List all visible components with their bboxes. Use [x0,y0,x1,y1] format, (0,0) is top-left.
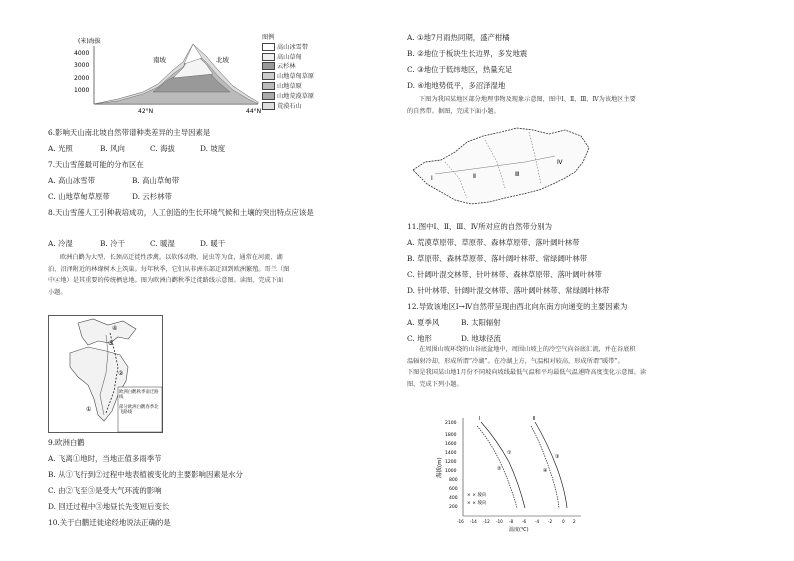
fig3-ylabel: 海拔(m) [437,457,443,478]
stork-passage-line: 小题。 [48,288,67,296]
q10-option-b[interactable]: B. ②地位于板块生长边界，多发地震 [407,49,528,58]
map-legend-spring: 部分欧洲白鹳春季北飞路线 [119,404,159,416]
q12-option-b[interactable]: B. 太阳辐射 [461,318,501,327]
stork-passage-line: 欧洲白鹳为大型、长颈高迁徙性涉禽。以软体动物、昆虫等为食，通常在河流、湖 [60,254,283,261]
fig3-legend-2: × × 坡向 [467,501,487,506]
legend-item-spruce: 云杉林 [262,62,342,72]
question-11: 11.图中Ⅰ、Ⅱ、Ⅲ、Ⅳ所对应的自然带分别为 [407,222,553,231]
q8-option-a[interactable]: A. 冷湿 [48,239,73,248]
legend-item-snow: 高山冰雪带 [262,43,342,53]
q12-option-a[interactable]: A. 夏季风 [407,318,440,327]
q7-option-b[interactable]: B. 高山草甸带 [132,176,180,185]
q7-option-c[interactable]: C. 山地草甸草原带 [48,192,110,201]
region-zone-map [405,122,595,214]
fig3-mark-1: ① [507,450,512,456]
fig1-x-label-42: 42°N [138,108,154,114]
region-outline [413,128,589,204]
fig3-ytick: 400 [449,496,458,501]
stork-passage-line: 泊、沼泽附近的林缘树木上筑巢。每年秋季，它们从非洲东部迁回到欧洲繁殖。哥兰（图 [48,265,290,273]
fig1-ytick: 3000 [74,62,90,69]
fig1-ytick: 4000 [74,50,90,57]
q9-option-b[interactable]: B. 从①飞行到②过程中地表植被变化的主要影响因素是水分 [48,470,243,479]
q11-option-c[interactable]: C. 针阔叶混交林带、针叶林带、森林草原带、落叶阔叶林带 [407,270,602,279]
fig3-curve-3 [535,422,567,508]
q11-option-a[interactable]: A. 荒漠草原带、草原带、森林草原带、落叶阔叶林带 [407,238,580,247]
cold-lake-passage-line: 在周围山坡环绕的山谷底盆地中，周围山坡上的冷空气向谷底汇流，并在谷底积 [419,346,636,353]
q10-option-d[interactable]: D. ④地地势低平，多沼泽湿地 [407,81,506,90]
fig1-legend [262,34,342,111]
fig3-curve-4 [531,426,559,508]
q8-option-c[interactable]: C. 暖湿 [150,239,175,248]
fig1-ylabel: (米)海拔 [78,38,101,45]
region-passage-line: 下图为我国某地区部分地理事物及现象示意图，图中Ⅰ、Ⅱ、Ⅲ、Ⅳ为该地区主要 [419,96,636,103]
legend-item-desert-rock: 荒漠石山 [262,102,342,112]
fig3-xlabel: 温度(℃) [509,527,529,533]
q6-option-c[interactable]: C. 海拔 [150,144,175,153]
q6-option-b[interactable]: B. 风向 [100,144,125,153]
question-9: 9.欧洲白鹳 [48,438,85,447]
fig1-ytick: 2000 [74,75,90,82]
fig3-mark-3: ③ [555,454,560,460]
cold-lake-passage-line: 图，完成下列小题。 [407,380,463,388]
fig3-xtick: -12 [483,519,490,524]
fig3-xtick: 0 [562,519,565,524]
fig3-ytick: 1000 [445,469,457,474]
zone-label-2: Ⅱ [473,173,476,180]
q11-option-d[interactable]: D. 针叶林带、针阔叶混交林带、落叶阔叶林带、常绿阔叶林带 [407,286,610,295]
fig3-xtick: -8 [509,519,514,524]
fig3-xtick: -6 [522,519,527,524]
fig3-xtick: -14 [470,519,477,524]
q8-option-b[interactable]: B. 冷干 [100,239,125,248]
fig3-xtick: -16 [457,519,464,524]
fig1-legend-title: 图例 [262,34,275,41]
q9-option-d[interactable]: D. 回迁过程中③地昼长先变短后变长 [48,502,170,511]
fig3-ytick: 200 [449,505,458,510]
q12-option-d[interactable]: D. 地球径流 [461,334,501,343]
legend-item-desert-steppe: 山地荒漠草原 [262,92,342,102]
fig1-x-label-44: 44°N [246,108,262,114]
fig3-ytick: 1200 [445,460,457,465]
stork-passage [48,252,353,298]
map-label-2: ② [118,370,124,377]
fig1-north-slope-label: 北坡 [216,56,229,64]
question-8: 8.天山雪莲人工引种栽培成功，人工创造的生长环境气候和土壤的突出特点应该是 [48,208,314,217]
q8-option-d[interactable]: D. 暖干 [200,239,226,248]
fig3-xtick: -10 [496,519,503,524]
temperature-altitude-figure [435,412,585,534]
q11-option-b[interactable]: B. 草原带、森林草原带、落叶阔叶林带、常绿阔叶林带 [407,254,588,263]
fig1-ytick: 1000 [74,87,90,94]
fig3-ytick: 600 [449,487,458,492]
fig3-xtick: -4 [535,519,540,524]
map-label-1: ① [86,406,92,413]
q6-option-d[interactable]: D. 坡度 [200,144,226,153]
q6-option-a[interactable]: A. 光照 [48,144,73,153]
q7-option-d[interactable]: D. 云杉林带 [132,192,172,201]
q12-option-c[interactable]: C. 地形 [407,334,432,343]
q9-option-c[interactable]: C. 由②飞至③是受大气环流的影响 [48,486,162,495]
fig3-ytick: 1800 [445,433,457,438]
fig3-curve-1 [481,422,525,508]
fig3-mark-2: ② [497,466,502,472]
legend-item-steppe: 山地草原 [262,82,342,92]
region-passage-line: 的自然带。据图，完成下面小题。 [407,107,500,115]
fig3-curve-label-1: Ⅰ [479,416,481,422]
right-column [397,0,794,561]
fig3-legend-1: × × 坡向 [467,493,487,498]
fig3-ytick: 800 [449,478,458,483]
question-12: 12.导致该地区Ⅰ→Ⅳ自然带呈现由西北向东南方向递变的主要因素为 [407,302,628,311]
fig3-ytick: 1400 [445,451,457,456]
question-7: 7.天山雪莲最可能的分布区在 [48,160,144,169]
fig3-curve-label-2: Ⅱ [533,416,536,422]
fig1-south-slope-label: 南坡 [153,56,166,64]
zone-label-3: Ⅲ [515,171,520,178]
q10-option-a[interactable]: A. ①地7月雨热同期，盛产柑橘 [407,33,510,42]
question-6: 6.影响天山南北坡自然带谱种类差异的主导因素是 [48,128,211,137]
fig3-xtick: -2 [548,519,553,524]
map-label-4: ④ [112,325,118,332]
map-label-3: ③ [108,340,114,347]
q7-option-a[interactable]: A. 高山冰雪带 [48,176,95,185]
map-legend [119,390,161,416]
cold-lake-passage-line: 下图是我国某山地1月份不同坡向坡线最低气温和平均最低气温递降高度变化示意图。读 [407,369,647,377]
region-passage [407,94,727,117]
cold-lake-passage [407,344,737,390]
legend-item-alpine-meadow: 高山草甸 [262,53,342,63]
map-legend-autumn: 欧洲白鹳秋季南迁路线 [119,390,159,401]
legend-item-meadow-steppe: 山地草甸草原 [262,72,342,82]
zone-label-4: Ⅳ [557,159,563,166]
fig3-xtick: 2 [573,519,576,524]
fig3-mark-4: ④ [543,468,548,474]
fig3-ytick: 1600 [445,442,457,447]
question-10: 10.关于白鹳迁徙途经地说法正确的是 [48,518,171,527]
q10-option-c[interactable]: C. ③地位于低纬地区，热量充足 [407,65,513,74]
fig3-ytick: 2100 [445,421,457,426]
stork-passage-line: 中④地）是其重要的传统栖息地。图为欧洲白鹳秋季迁徙路线示意图。读图，完成下面 [48,277,284,285]
cold-lake-passage-line: 温辐射冷却，形成所谓“冷湖”。在冷湖上方，气温相对较高，形成所谓“暖带”。 [407,357,624,365]
zone-label-1: Ⅰ [431,175,433,182]
q9-option-a[interactable]: A. 飞离①地时，当地正值多雨季节 [48,454,162,463]
